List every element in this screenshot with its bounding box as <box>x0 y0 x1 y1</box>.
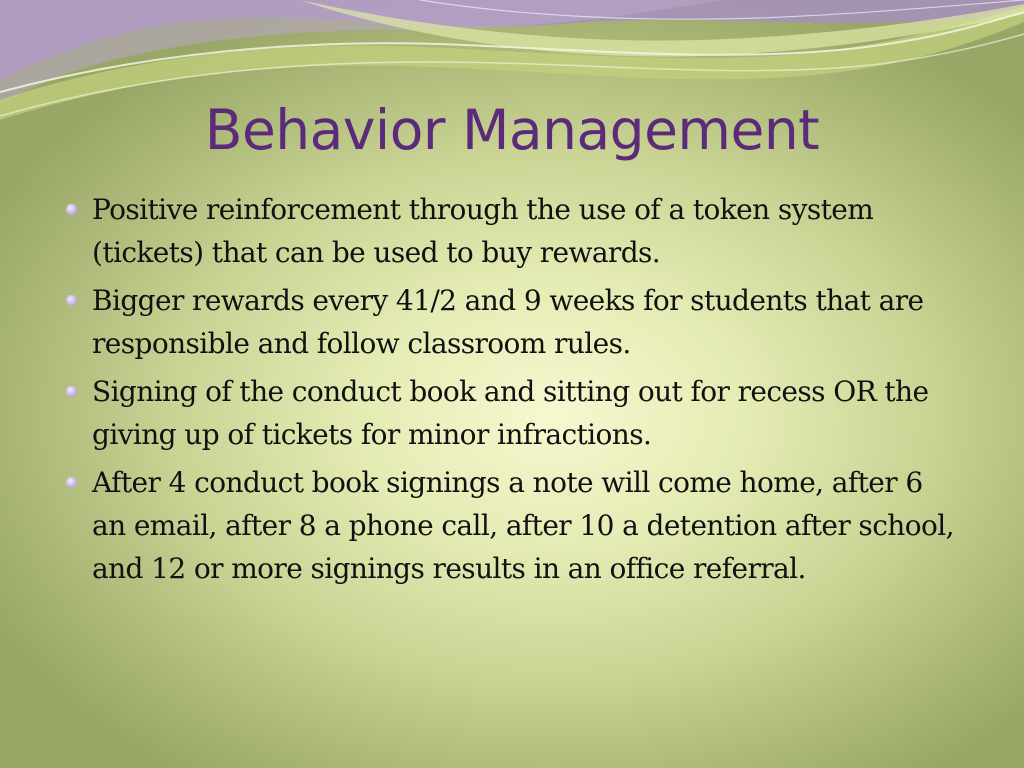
bullet-item <box>64 188 964 274</box>
slide-title: Behavior Management <box>204 98 820 162</box>
bullet-text: After 4 conduct book signings a note will come home, after 6 an email, after 8 a phone call, after 10 a detention after school, and 12 or more signings results in an office referral. <box>92 466 954 585</box>
bullet-dot-icon <box>66 204 77 215</box>
bullet-dot-icon <box>66 386 77 397</box>
bullet-item <box>64 279 964 365</box>
bullet-dot-icon <box>66 477 77 488</box>
bullet-item <box>64 370 964 456</box>
bullet-item <box>64 461 964 590</box>
bullet-list <box>64 188 964 595</box>
bullet-text: Signing of the conduct book and sitting out for recess OR the giving up of tickets for minor infractions. <box>92 375 929 451</box>
bullet-text: Positive reinforcement through the use of a token system (tickets) that can be used to buy rewards. <box>92 193 874 269</box>
bullet-text: Bigger rewards every 41/2 and 9 weeks for students that are responsible and follow classroom rules. <box>92 284 924 360</box>
bullet-dot-icon <box>66 295 77 306</box>
